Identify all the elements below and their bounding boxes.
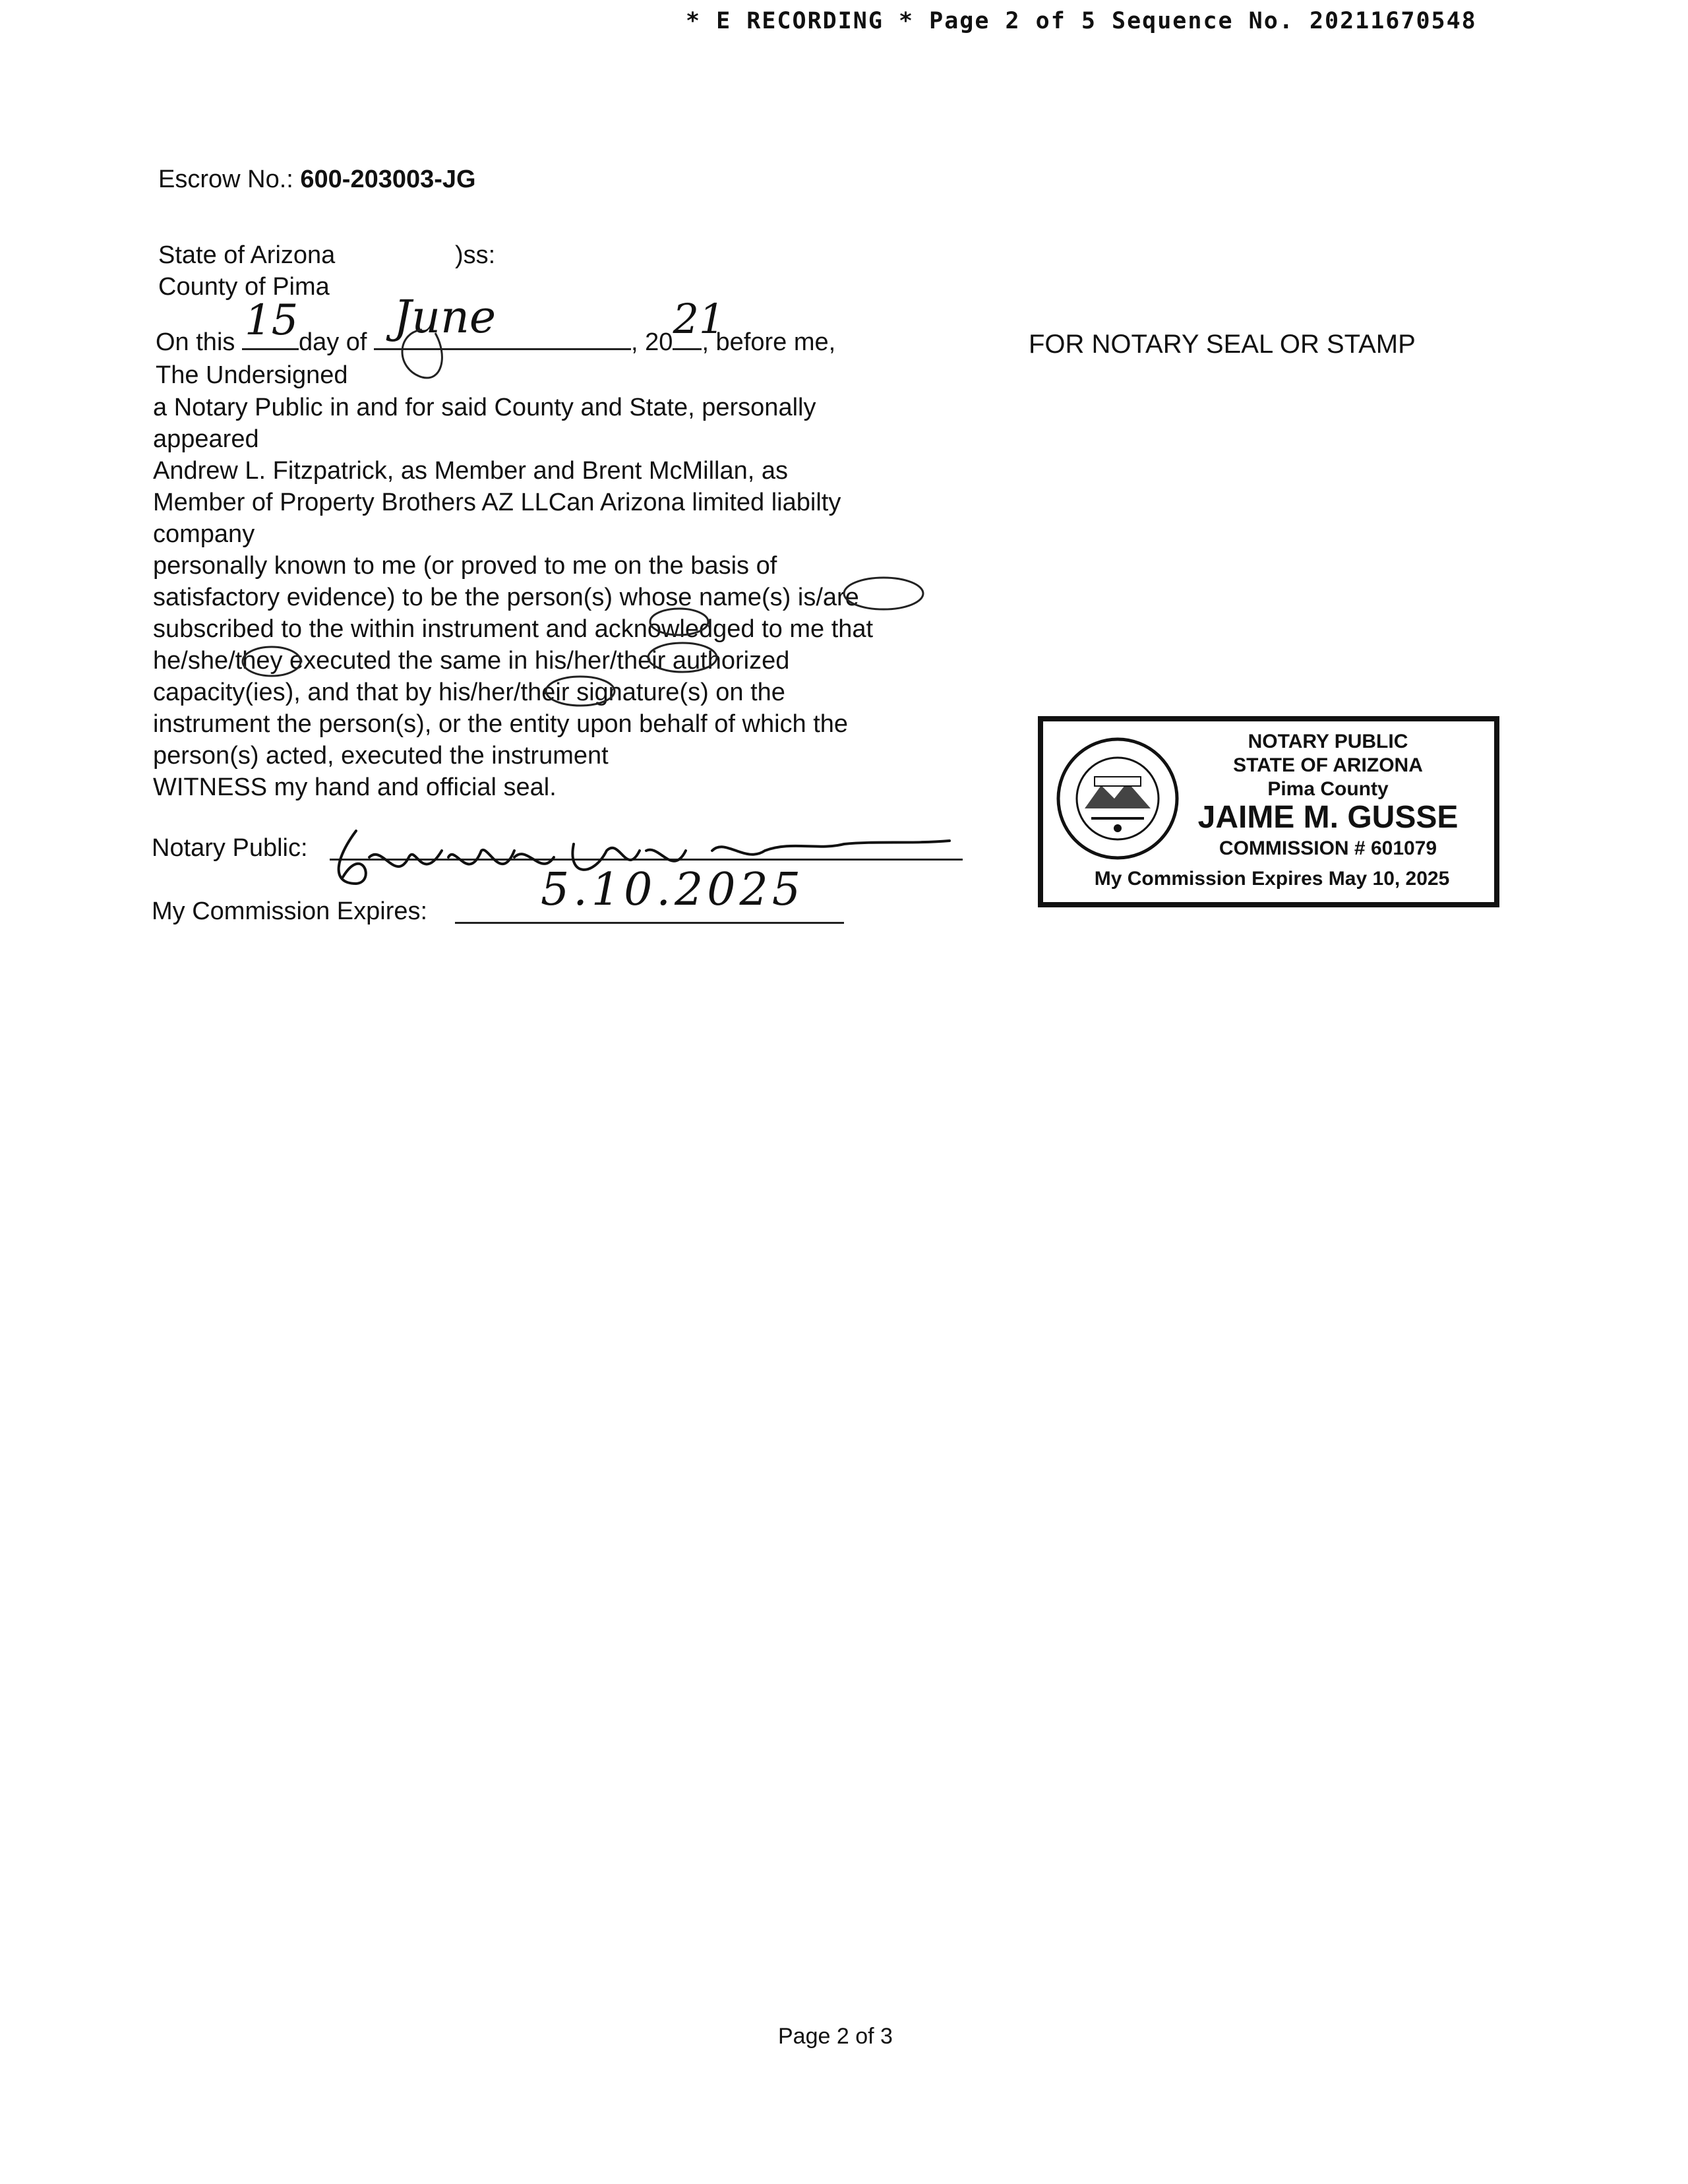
stamp-line-1: NOTARY PUBLIC <box>1248 731 1408 752</box>
body-line: appeared <box>153 425 259 453</box>
stamp-commission-number: COMMISSION # 601079 <box>1219 837 1437 859</box>
june-hook-stroke <box>402 330 442 378</box>
commission-expires-handwritten: 5.10.2025 <box>541 864 805 916</box>
year-prefix: , 20 <box>631 328 673 356</box>
stamp-line-2: STATE OF ARIZONA <box>1233 754 1423 776</box>
escrow-label: Escrow No.: <box>158 166 293 193</box>
body-line: a Notary Public in and for said County and State, personally <box>153 394 816 421</box>
venue-county: County of Pima <box>158 273 330 301</box>
body-line: instrument the person(s), or the entity upon behalf of which the <box>153 710 849 738</box>
body-line: capacity(ies), and that by his/her/their signature(s) on the <box>153 679 785 706</box>
seal-placeholder-note: FOR NOTARY SEAL OR STAMP <box>1029 330 1416 359</box>
commission-expires-line <box>455 922 844 924</box>
circle-their-2 <box>546 677 615 706</box>
body-line: person(s) acted, executed the instrument <box>153 742 609 770</box>
circle-knowledged <box>650 609 708 635</box>
recording-header: * E RECORDING * Page 2 of 5 Sequence No. 20211670548 <box>686 8 1477 34</box>
year-handwritten: 21 <box>673 295 725 343</box>
venue-state: State of Arizona <box>158 241 336 269</box>
undersigned-text: The Undersigned <box>156 361 348 389</box>
body-line: he/she/they executed the same in his/her/their authorized <box>153 647 790 675</box>
body-line: Member of Property Brothers AZ LLCan Arizona limited liabilty <box>153 489 841 516</box>
page-number-footer: Page 2 of 3 <box>778 2024 893 2049</box>
body-line: company <box>153 520 255 548</box>
body-line: Andrew L. Fitzpatrick, as Member and Brent McMillan, as <box>153 457 789 485</box>
stamp-line-3: Pima County <box>1267 778 1389 800</box>
body-line: subscribed to the within instrument and acknowledged to me that <box>153 615 874 643</box>
notary-stamp <box>1038 716 1499 907</box>
stamp-expiration: My Commission Expires May 10, 2025 <box>1094 868 1450 890</box>
notary-public-label: Notary Public: <box>152 834 308 862</box>
before-me-text: , before me, <box>702 328 836 356</box>
commission-expires-label: My Commission Expires: <box>152 897 428 925</box>
stamp-notary-name: JAIME M. GUSSE <box>1197 800 1459 835</box>
on-this-text: On this <box>156 328 235 356</box>
circle-they <box>243 647 301 676</box>
day-handwritten: 15 <box>244 296 299 345</box>
body-line: satisfactory evidence) to be the person(s) whose name(s) is/are <box>153 584 859 611</box>
circle-their-1 <box>648 643 717 672</box>
venue-ss: )ss: <box>455 241 496 269</box>
month-handwritten: June <box>394 291 497 344</box>
body-line: WITNESS my hand and official seal. <box>153 774 557 801</box>
body-line: personally known to me (or proved to me on the basis of <box>153 552 777 580</box>
arizona-seal-icon <box>1055 736 1180 861</box>
circle-are <box>844 578 923 609</box>
day-of-text: day of <box>298 328 367 356</box>
escrow-value: 600-203003-JG <box>300 166 476 193</box>
